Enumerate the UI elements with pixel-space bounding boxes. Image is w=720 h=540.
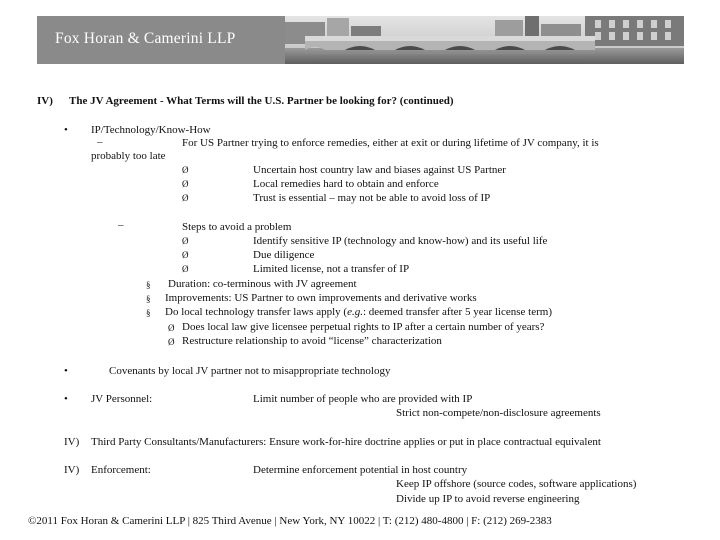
- firm-title: Fox Horan & Camerini LLP: [55, 30, 236, 47]
- enforcement-line3: Divide up IP to avoid reverse engineering: [396, 493, 580, 505]
- header-bar: [37, 16, 684, 64]
- step-item: Identify sensitive IP (technology and know-how) and its useful life: [253, 235, 548, 247]
- bridge-photo-icon: [285, 16, 684, 64]
- personnel-line2: Strict non-compete/non-disclosure agreements: [396, 407, 601, 419]
- arrow-bullet-icon: Ø: [182, 165, 189, 175]
- square-item: Duration: co-terminous with JV agreement: [168, 278, 357, 290]
- footer-contact: ©2011 Fox Horan & Camerini LLP | 825 Third Avenue | New York, NY 10022 | T: (212) 480-4800 | F: (212) 269-2383: [28, 515, 552, 527]
- sub-arrow-item: Restructure relationship to avoid “license” characterization: [182, 335, 442, 347]
- enforcement-label: Enforcement:: [91, 464, 151, 476]
- arrow-bullet-icon: Ø: [168, 323, 175, 333]
- enforcement-line1: Determine enforcement potential in host country: [253, 464, 468, 476]
- bullet-ip: •: [64, 124, 68, 136]
- arrow-bullet-icon: Ø: [182, 193, 189, 203]
- arrow-bullet-icon: Ø: [182, 236, 189, 246]
- transfer-law-item: [165, 306, 552, 319]
- personnel-label: JV Personnel:: [91, 393, 153, 405]
- covenants-text: Covenants by local JV partner not to misappropriate technology: [109, 365, 391, 377]
- arrow-bullet-icon: Ø: [182, 250, 189, 260]
- square-bullet-icon: §: [146, 280, 151, 290]
- square-bullet-icon: §: [146, 294, 151, 304]
- enforcement-line2: Keep IP offshore (source codes, software applications): [396, 478, 637, 490]
- remedies-line2: probably too late: [91, 150, 166, 162]
- transfer-suffix: : deemed transfer after 5 year license term): [362, 306, 552, 318]
- third-party-number: IV): [64, 436, 80, 448]
- section-number: IV): [37, 95, 53, 107]
- arrow-bullet-icon: Ø: [168, 337, 175, 347]
- arrow-bullet-icon: Ø: [182, 179, 189, 189]
- arrow-item: Local remedies hard to obtain and enforce: [253, 178, 439, 190]
- step-item: Limited license, not a transfer of IP: [253, 263, 410, 275]
- arrow-item: Uncertain host country law and biases against US Partner: [253, 164, 506, 176]
- third-party-text: Third Party Consultants/Manufacturers: Ensure work-for-hire doctrine applies or put in place contractual equivalent: [91, 436, 601, 448]
- dash-steps: –: [118, 219, 124, 231]
- ip-title: IP/Technology/Know-How: [91, 124, 211, 136]
- bullet-personnel: •: [64, 393, 68, 405]
- transfer-prefix: Do local technology transfer laws apply (: [165, 306, 348, 318]
- square-item: Improvements: US Partner to own improvements and derivative works: [165, 292, 477, 304]
- section-title: The JV Agreement - What Terms will the U.S. Partner be looking for? (continued): [69, 95, 454, 107]
- remedies-line1: For US Partner trying to enforce remedies, either at exit or during lifetime of JV company, it is: [182, 137, 599, 149]
- enforcement-number: IV): [64, 464, 80, 476]
- arrow-bullet-icon: Ø: [182, 264, 189, 274]
- square-bullet-icon: §: [146, 308, 151, 318]
- arrow-item: Trust is essential – may not be able to avoid loss of IP: [253, 192, 491, 204]
- bullet-covenants: •: [64, 365, 68, 377]
- personnel-line1: Limit number of people who are provided with IP: [253, 393, 473, 405]
- transfer-eg: e.g.: [347, 306, 363, 318]
- step-item: Due diligence: [253, 249, 315, 261]
- sub-arrow-item: Does local law give licensee perpetual rights to IP after a certain number of years?: [182, 321, 545, 333]
- dash-remedies: –: [97, 136, 103, 148]
- steps-title: Steps to avoid a problem: [182, 221, 292, 233]
